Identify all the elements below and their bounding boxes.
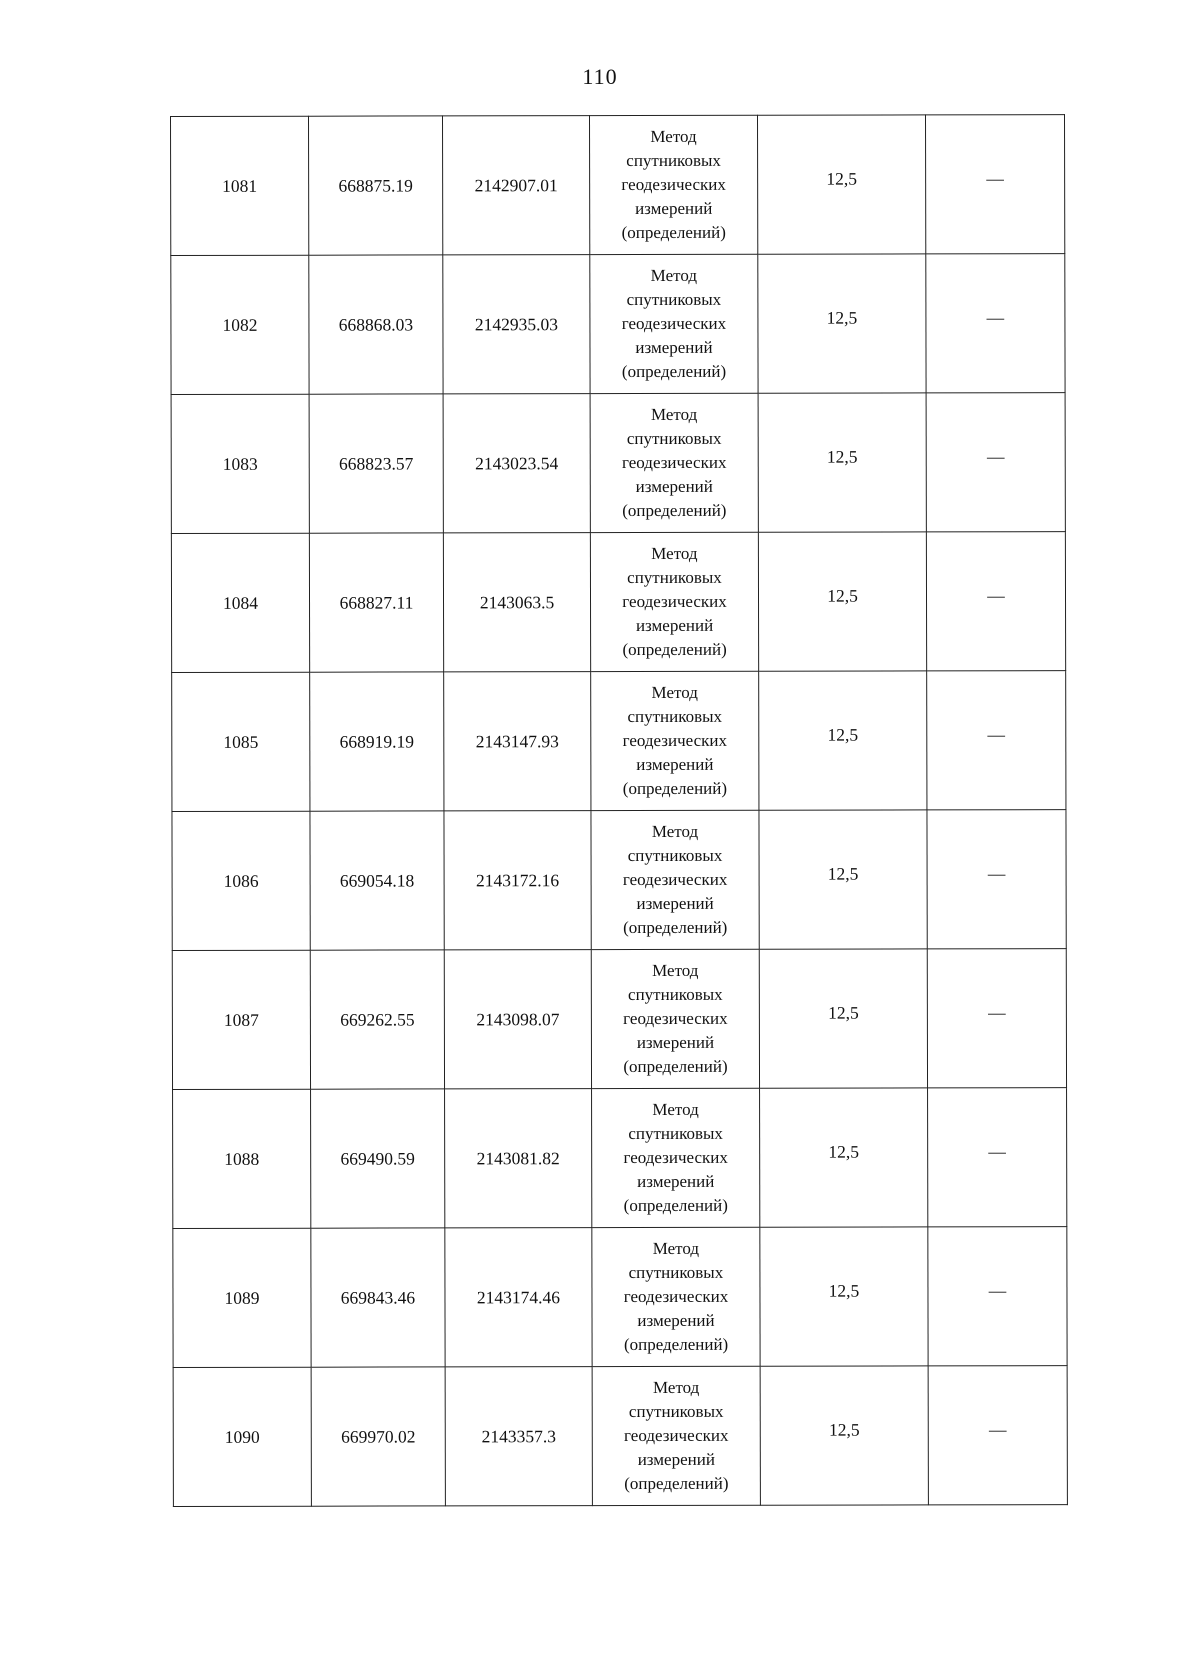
accuracy-text: 12,5 <box>826 168 857 189</box>
method-cell <box>592 1227 760 1366</box>
accuracy-text: 12,5 <box>828 1280 860 1301</box>
accuracy-text: 12,5 <box>826 307 858 328</box>
x-coordinate-text: 668919.19 <box>339 730 415 752</box>
accuracy-cell <box>759 671 927 810</box>
x-coordinate-text: 669970.02 <box>341 1425 416 1447</box>
note-cell <box>927 671 1066 810</box>
point-number-text: 1089 <box>224 1287 260 1308</box>
accuracy-text: 12,5 <box>826 446 858 467</box>
method-cell <box>592 1366 760 1505</box>
y-coordinate-text: 2143098.07 <box>476 1008 560 1029</box>
x-coordinate-cell <box>309 255 443 394</box>
method-cell <box>590 532 758 671</box>
note-text: — <box>986 445 1005 466</box>
method-cell <box>590 393 758 532</box>
note-text: — <box>987 723 1006 744</box>
point-number-text: 1086 <box>223 870 259 891</box>
y-coordinate-text: 2143172.16 <box>476 869 560 890</box>
x-coordinate-text: 669262.55 <box>340 1008 415 1030</box>
point-number-cell <box>171 533 309 672</box>
point-number-cell <box>171 116 309 255</box>
point-number-cell <box>172 672 310 811</box>
y-coordinate-cell <box>443 533 590 672</box>
method-text: Метод спутниковых геодезических измерений (определений) <box>622 543 727 660</box>
note-text: — <box>987 584 1005 605</box>
x-coordinate-text: 668823.57 <box>339 452 414 474</box>
x-coordinate-cell <box>309 394 443 533</box>
coordinates-table <box>170 114 1068 1507</box>
table-row <box>171 532 1065 673</box>
y-coordinate-text: 2143081.82 <box>476 1147 560 1168</box>
accuracy-cell <box>760 1088 928 1227</box>
table-row <box>171 393 1065 534</box>
note-cell <box>927 810 1066 949</box>
method-cell <box>591 671 759 810</box>
method-text: Метод спутниковых геодезических измерений (определений) <box>623 1099 728 1216</box>
method-text: Метод спутниковых геодезических измерений (определений) <box>622 682 728 799</box>
note-cell <box>926 532 1065 671</box>
method-text: Метод спутниковых геодезических измерений (определений) <box>623 1238 729 1355</box>
accuracy-cell <box>758 532 926 671</box>
note-text: — <box>987 862 1006 883</box>
point-number-cell <box>173 1089 311 1228</box>
method-text: Метод спутниковых геодезических измерений (определений) <box>624 1377 729 1494</box>
method-text: Метод спутниковых геодезических измерений (определений) <box>623 960 728 1077</box>
point-number-text: 1084 <box>222 592 259 613</box>
x-coordinate-text: 668875.19 <box>338 174 413 196</box>
accuracy-text: 12,5 <box>828 1141 860 1162</box>
note-text: — <box>986 306 1005 327</box>
method-text: Метод спутниковых геодезических измерений (определений) <box>622 821 728 938</box>
coordinates-table-wrapper <box>170 114 1063 1507</box>
method-cell <box>590 115 758 254</box>
note-cell <box>928 1366 1067 1505</box>
point-number-text: 1087 <box>223 1009 259 1030</box>
point-number-cell <box>171 394 309 533</box>
x-coordinate-cell <box>309 533 443 672</box>
note-cell <box>925 115 1064 254</box>
y-coordinate-cell <box>443 255 590 394</box>
note-cell <box>928 1088 1067 1227</box>
x-coordinate-cell <box>309 116 443 255</box>
y-coordinate-text: 2143174.46 <box>476 1286 561 1307</box>
method-text: Метод спутниковых геодезических измерений (определений) <box>621 265 727 382</box>
note-cell <box>928 1227 1067 1366</box>
note-cell <box>926 393 1065 532</box>
x-coordinate-text: 669843.46 <box>340 1286 416 1308</box>
note-text: — <box>988 1140 1006 1161</box>
method-cell <box>590 254 758 393</box>
y-coordinate-cell <box>444 672 591 811</box>
point-number-cell <box>172 811 310 950</box>
point-number-text: 1090 <box>224 1426 260 1447</box>
y-coordinate-text: 2142935.03 <box>474 313 559 334</box>
method-cell <box>591 810 759 949</box>
x-coordinate-text: 669490.59 <box>340 1147 415 1169</box>
point-number-text: 1088 <box>224 1148 260 1169</box>
y-coordinate-cell <box>443 116 590 255</box>
y-coordinate-cell <box>445 1367 592 1506</box>
x-coordinate-cell <box>310 811 444 950</box>
note-cell <box>926 254 1065 393</box>
x-coordinate-cell <box>311 1367 445 1506</box>
y-coordinate-text: 2143023.54 <box>475 452 559 473</box>
accuracy-text: 12,5 <box>827 863 859 884</box>
x-coordinate-cell <box>311 1228 445 1367</box>
note-text: — <box>988 1001 1006 1022</box>
method-cell <box>591 949 759 1088</box>
note-cell <box>927 949 1066 1088</box>
accuracy-cell <box>757 115 925 254</box>
y-coordinate-text: 2143147.93 <box>475 730 559 751</box>
table-row <box>173 1227 1067 1368</box>
method-text: Метод спутниковых геодезических измерений (определений) <box>621 126 726 243</box>
y-coordinate-cell <box>444 950 591 1089</box>
point-number-text: 1081 <box>222 175 258 196</box>
note-text: — <box>988 1279 1007 1300</box>
point-number-cell <box>172 950 310 1089</box>
method-text: Метод спутниковых геодезических измерений (определений) <box>621 404 727 521</box>
note-text: — <box>988 1418 1007 1439</box>
accuracy-cell <box>759 949 927 1088</box>
accuracy-text: 12,5 <box>828 1419 860 1440</box>
point-number-text: 1082 <box>222 314 258 335</box>
y-coordinate-text: 2143063.5 <box>479 591 555 612</box>
method-cell <box>592 1088 760 1227</box>
point-number-cell <box>171 255 309 394</box>
y-coordinate-cell <box>445 1228 592 1367</box>
table-row <box>173 1088 1067 1229</box>
point-number-cell <box>173 1228 311 1367</box>
table-row <box>172 949 1066 1090</box>
accuracy-text: 12,5 <box>828 1002 859 1023</box>
accuracy-text: 12,5 <box>827 585 858 606</box>
x-coordinate-cell <box>311 1089 445 1228</box>
x-coordinate-text: 668827.11 <box>339 591 414 613</box>
y-coordinate-cell <box>444 811 591 950</box>
page-number: 110 <box>582 64 618 89</box>
accuracy-cell <box>759 810 927 949</box>
x-coordinate-text: 669054.18 <box>339 869 415 891</box>
accuracy-text: 12,5 <box>827 724 859 745</box>
point-number-cell <box>173 1367 311 1506</box>
accuracy-cell <box>760 1227 928 1366</box>
x-coordinate-cell <box>310 672 444 811</box>
table-row <box>173 1366 1067 1507</box>
table-row <box>171 254 1065 395</box>
accuracy-cell <box>760 1366 928 1505</box>
note-text: — <box>986 167 1004 188</box>
y-coordinate-cell <box>445 1089 592 1228</box>
table-row <box>171 115 1065 256</box>
table-row <box>172 810 1066 951</box>
x-coordinate-cell <box>310 950 444 1089</box>
accuracy-cell <box>758 254 926 393</box>
table-row <box>172 671 1066 812</box>
table-body <box>171 115 1068 1507</box>
y-coordinate-text: 2142907.01 <box>474 174 558 195</box>
point-number-text: 1083 <box>222 453 258 474</box>
point-number-text: 1085 <box>223 731 259 752</box>
y-coordinate-cell <box>443 394 590 533</box>
y-coordinate-text: 2143357.3 <box>481 1425 556 1446</box>
x-coordinate-text: 668868.03 <box>338 313 414 335</box>
accuracy-cell <box>758 393 926 532</box>
